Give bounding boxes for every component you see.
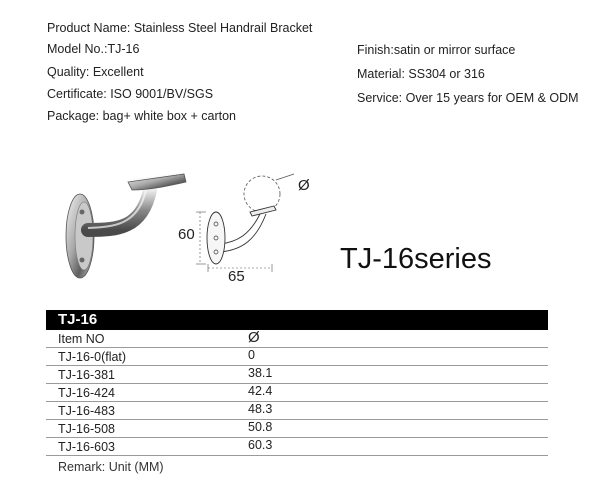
diameter-cell: 48.3 [248, 402, 273, 416]
spec-finish: Finish:satin or mirror surface [357, 43, 516, 57]
item-no-cell: TJ-16-483 [58, 404, 115, 418]
table-row [46, 420, 548, 438]
width-dimension-label: 65 [228, 268, 245, 282]
spec-product-name: Product Name: Stainless Steel Handrail Bracket [47, 21, 313, 35]
diameter-cell: 42.4 [248, 384, 273, 398]
diameter-symbol: Ø [298, 177, 310, 194]
table-body [46, 330, 548, 456]
spec-package: Package: bag+ white box + carton [47, 109, 237, 123]
item-no-cell: TJ-16-381 [58, 368, 115, 382]
table-row [46, 366, 548, 384]
table-row [46, 402, 548, 420]
spec-quality: Quality: Excellent [47, 65, 144, 79]
diameter-cell: 50.8 [248, 420, 273, 434]
table-row [46, 348, 548, 366]
item-no-cell: TJ-16-508 [58, 422, 115, 436]
table-header-row [46, 330, 548, 348]
table-remark: Remark: Unit (MM) [58, 460, 164, 474]
spec-material: Material: SS304 or 316 [357, 67, 485, 81]
diameter-cell: 38.1 [248, 366, 273, 380]
spec-model-no: Model No.:TJ-16 [47, 42, 140, 56]
diameter-cell: 0 [248, 348, 255, 362]
table-title: TJ-16 [46, 310, 548, 330]
item-no-cell: TJ-16-0(flat) [58, 350, 127, 364]
column-header-diameter: Ø [248, 329, 260, 346]
bracket-dimension-drawing [176, 170, 336, 282]
series-title: TJ-16series [340, 243, 492, 275]
diameter-cell: 60.3 [248, 438, 273, 452]
table-row [46, 384, 548, 402]
size-table [46, 310, 548, 474]
item-no-cell: TJ-16-603 [58, 440, 115, 454]
column-header-item-no: Item NO [58, 332, 105, 346]
spec-certificate: Certificate: ISO 9001/BV/SGS [47, 87, 214, 101]
table-row [46, 438, 548, 456]
spec-service: Service: Over 15 years for OEM & ODM [357, 91, 579, 105]
height-dimension-label: 60 [178, 226, 195, 243]
item-no-cell: TJ-16-424 [58, 386, 115, 400]
